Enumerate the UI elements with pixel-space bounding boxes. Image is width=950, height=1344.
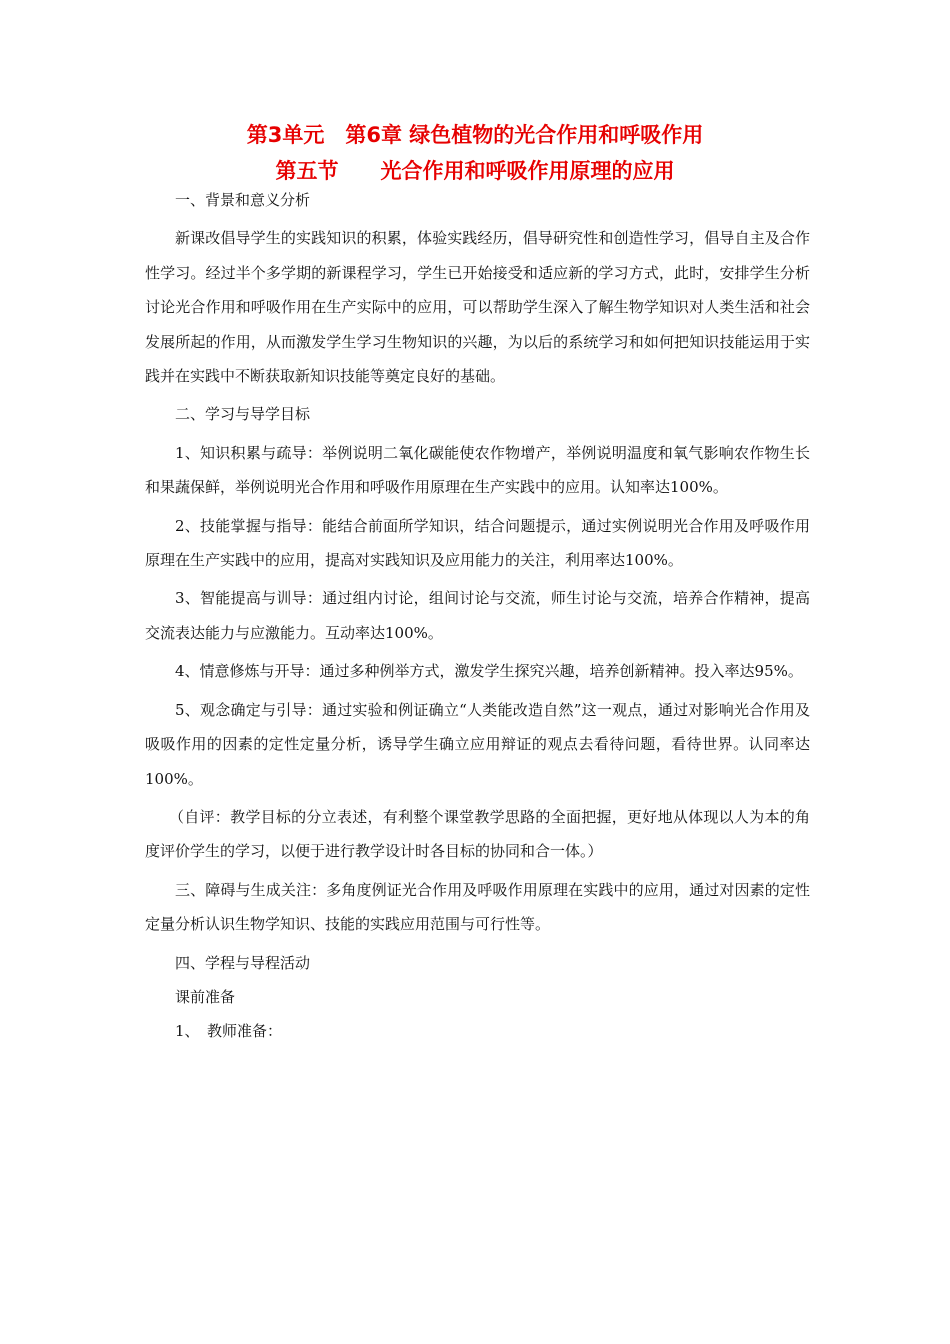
goal-item-5: 5、观念确定与引导：通过实验和例证确立“人类能改造自然”这一观点，通过对影响光合作用及吸吸作用的因素的定性定量分析，诱导学生确立应用辩证的观点去看待问题，看待世界。认同率达100%。 (145, 700, 810, 788)
goal-item-2: 2、技能掌握与指导：能结合前面所学知识，结合问题提示，通过实例说明光合作用及呼吸作用原理在生产实践中的应用，提高对实践知识及应用能力的关注，利用率达100%。 (145, 516, 810, 570)
self-evaluation-note: （自评：教学目标的分立表述，有利整个课堂教学思路的全面把握，更好地从体现以人为本的角度评价学生的学习，以便于进行教学设计时各目标的协同和合一体。） (145, 807, 810, 861)
section-title: 第五节 光合作用和呼吸作用原理的应用 (275, 159, 675, 183)
document-body (145, 183, 810, 1049)
heading-activities: 四、学程与导程活动 (175, 953, 311, 972)
paragraph-obstacles: 三、障碍与生成关注：多角度例证光合作用及呼吸作用原理在实践中的应用，通过对因素的定性定量分析认识生物学知识、技能的实践应用范围与可行性等。 (145, 880, 810, 934)
teacher-preparation: 1、 教师准备： (175, 1022, 283, 1041)
heading-goals: 二、学习与导学目标 (175, 405, 311, 424)
goal-item-3: 3、智能提高与训导：通过组内讨论，组间讨论与交流，师生讨论与交流，培养合作精神，提高交流表达能力与应激能力。互动率达100%。 (145, 589, 810, 642)
paragraph-background: 新课改倡导学生的实践知识的积累，体验实践经历，倡导研究性和创造性学习，倡导自主及合作性学习。经过半个多学期的新课程学习，学生已开始接受和适应新的学习方式，此时，安排学生分析讨论光合作用和呼吸作用在生产实际中的应用，可以帮助学生深入了解生物学知识对人类生活和社会发展所起的作用，从而激发学生学习生物知识的兴趣，为以后的系统学习和如何把知识技能运用于实践并在实践中不断获取新知识技能等奠定良好的基础。 (145, 229, 810, 386)
goal-item-1: 1、知识积累与疏导：举例说明二氧化碳能使农作物增产，举例说明温度和氧气影响农作物生长和果蔬保鲜，举例说明光合作用和呼吸作用原理在生产实践中的应用。认知率达100%。 (145, 443, 810, 497)
heading-preparation: 课前准备 (175, 987, 236, 1006)
document-title: 第3单元 第6章 绿色植物的光合作用和呼吸作用 (246, 123, 704, 147)
goal-item-4: 4、情意修炼与开导：通过多种例举方式，激发学生探究兴趣，培养创新精神。投入率达95%。 (175, 662, 803, 681)
heading-background: 一、背景和意义分析 (175, 191, 311, 209)
